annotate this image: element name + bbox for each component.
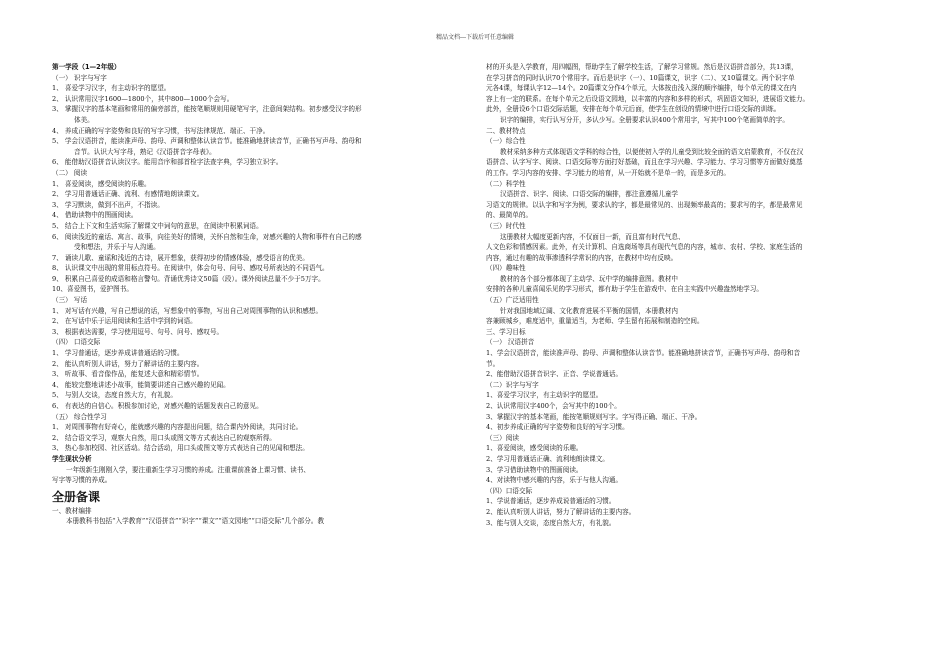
text-line: 3、学习借助读物中的图画阅读。 (486, 465, 583, 474)
text-line: 3、 掌握汉字的基本笔画和常用的偏旁部首，能按笔顺规则用硬笔写字，注意间架结构。初步感受汉字的形 (52, 105, 362, 114)
text-line: 2、能认真听别人讲话，努力了解讲话的主要内容。 (486, 507, 636, 516)
text-line: 2、 认识常用汉字1600—1800个，其中800—1000个会写。 (52, 94, 234, 103)
text-line: 安排的各种儿童喜闻乐见的学习形式，都有助于学生在游戏中、在自主实践中兴趣盎然地学习。 (486, 285, 763, 294)
text-line: 4、 养成正确的写字姿势和良好的写字习惯，书写法律规范、端正、干净。 (52, 126, 270, 135)
text-line: 这册教材大幅度更新内容，不仅面目一新，而且富有时代气息、 (500, 232, 685, 241)
text-line: 10、喜爱图书，爱护图书。 (52, 285, 133, 294)
left-column (52, 62, 464, 527)
text-line: 材的开头是入学教育，用四幅图，帮助学生了解学校生活，了解学习常规。然后是汉语拼音部分，共13课， (486, 63, 798, 71)
text-line: 3、 根据表达需要，学习使用逗号、句号、问号、感叹号。 (52, 327, 224, 336)
text-line: 5、 与别人交谈，态度自然大方，有礼貌。 (52, 391, 177, 400)
text-line: 5、 学会汉语拼音，能读准声母、韵母、声调和整体认读音节。能准确地拼读音节，正确书写声母、韵母和 (52, 137, 362, 146)
text-line: 2、 在写话中乐于运用阅读和生活中学到的词语。 (52, 317, 197, 326)
text-line: （四）口语交际 (486, 486, 533, 495)
text-line: 3、掌握汉字的基本笔画，能按笔顺规则写字。字写得正确、端正、干净。 (486, 412, 702, 421)
text-line: 1、喜爱学习汉字，有主动识字的愿望。 (486, 391, 603, 400)
text-line: （三）阅读 (486, 433, 519, 442)
text-line: 9、 积累自己喜爱的成语和格言警句。背诵优秀诗文50篇（段）。课外阅读总量不少于5万字。 (52, 274, 325, 283)
text-line: 2、 学习用普通话正确、流利、有感情地朗读课文。 (52, 190, 204, 199)
text-line: 6、 阅读浅近的童话、寓言、故事，向往美好的情境，关怀自然和生命，对感兴趣的人物和事件有自己的感 (52, 232, 362, 241)
text-line: 教材的各个部分都体现了主动学、玩中学的编排意图。教材中 (500, 274, 679, 283)
text-line: 元各4课，每课认字12—14个。20篇课文分作4个单元，大体按由浅入深的顺序编排，每个单元的课文在内 (486, 84, 797, 93)
text-line: 三、学习目标 (486, 327, 526, 336)
text-line: 本册教科书包括“入学教育”“汉语拼音”“识字”“课文”“语文园地”“口语交际”几个部分。教 (66, 517, 325, 526)
text-line: 容上有一定的联系。在每个单元之后设语文园地，以丰富的内容和多样的形式，巩固语文知识，进展语文能力。 (486, 94, 810, 103)
text-line: （四）趣味性 (486, 264, 526, 273)
text-line: 1、喜爱阅读，感受阅读的乐趣。 (486, 444, 583, 453)
text-line: 3、 热心参加校园、社区活动。结合活动，用口头或图文等方式表达自己的见闻和想法。 (52, 444, 309, 453)
text-line: 6、 能借助汉语拼音认读汉字。能用音序和部首检字法查字典，学习独立识字。 (52, 158, 283, 167)
text-line: 4、 能较完整地讲述小故事，能简要讲述自己感兴趣的见闻。 (52, 380, 230, 389)
text-line: 8、 认识课文中出现的常用标点符号。在阅读中，体会句号、问号、感叹号所表达的不同语气。 (52, 264, 329, 273)
text-line: （五）广泛适用性 (486, 296, 539, 305)
text-line: 此外，全册设6个口语交际话题，安排在每个单元后面，使学生在创设的情境中进行口语交际的训练。 (486, 105, 781, 114)
text-line: 2、认识常用汉字400个，会写其中的100个。 (486, 402, 621, 410)
section-heading: 第一学段（1—2年级） (52, 63, 121, 71)
text-line: 一、教材编排 (52, 506, 92, 515)
text-line: 的、最简单的。 (486, 211, 533, 220)
text-line: 识字的编排，实行认写分开，多认少写。全册要求认识400个常用字，写其中100个笔画简单的字。 (500, 115, 789, 124)
text-line: 4、初步养成正确的写字姿势和良好的写字习惯。 (486, 423, 629, 432)
text-line: 习语文的规律。以认字和写字为例，要求认的字，都是最常见的、出现频率最高的；要求写的字，都是最常见 (486, 200, 803, 209)
text-line: 的工作。学习内容的安排、学习能力的培育，从一开始就不是单一的，而是多元的。 (486, 168, 730, 177)
text-line: 4、对读物中感兴趣的内容，乐于与他人沟通。 (486, 476, 623, 485)
text-line: 针对我国地域辽阔、文化教育进展不平衡的国情，本册教材内 (500, 306, 679, 315)
text-line: 3、 学习默读，做到不出声，不指读。 (52, 200, 164, 209)
text-line: 二、教材特点 (486, 126, 526, 135)
text-line: 3、 听故事、看音像作品，能复述大意和精彩情节。 (52, 370, 204, 379)
text-line: （一） 识字与写字 (52, 73, 107, 82)
text-line: 音节。认识大写字母，熟记《汉语拼音字母表》。 (74, 147, 216, 156)
text-line: 2、能借助汉语拼音识字、正音、学说普通话。 (486, 370, 623, 379)
text-line: 4、 借助读物中的图画阅读。 (52, 211, 138, 220)
text-line: 在学习拼音的同时认识70个常用字。而后是识字（一）、10篇课文，识字（二）、又10篇课文。两个识字单 (486, 73, 795, 82)
section-heading: 学生现状分析 (52, 454, 92, 463)
text-line: （四） 口语交际 (52, 338, 101, 347)
text-line: 人文色彩和情感因素。此外，有关计算机、自选商场等具有现代气息的内容，城市、农村、学校、家庭生活的 (486, 243, 803, 252)
text-line: 教材采纳多种方式体现语文学科的综合性，以便使初入学的儿童受到比较全面的语文启蒙教育，不仅在汉 (500, 147, 804, 156)
text-line: 2、学习用普通话正确、流利地朗读课文。 (486, 454, 609, 463)
text-line: （一） 汉语拼音 (486, 338, 535, 347)
right-column (486, 62, 896, 528)
text-line: 一年级新生刚刚入学，要注重新生学习习惯的养成。注重课前准备上课习惯、读书、 (66, 465, 310, 474)
page-header: 精品文档---下载后可任意编辑 (435, 34, 515, 41)
text-line: （五） 综合性学习 (52, 412, 107, 421)
text-line: 2、 结合语文学习，观察大自然，用口头或图文等方式表达自己的观察所得。 (52, 433, 276, 442)
text-line: 汉语拼音、识字、阅读、口语交际的编排，都注意遵循儿童学 (500, 190, 679, 199)
text-line: （二） 阅读 (52, 168, 88, 177)
text-line: 5、 结合上下文和生活实际了解课文中词句的意思，在阅读中积累词语。 (52, 221, 263, 230)
text-line: 语拼音、认字写字、阅读、口语交际等方面打好基础，而且在学习兴趣、学习能力、学习习惯等方面做好奠基 (486, 158, 803, 167)
text-line: 1、 喜爱阅读，感受阅读的乐趣。 (52, 179, 151, 188)
text-line: 1、学说普通话，逐步养成说普通话的习惯。 (486, 497, 616, 506)
text-line: 内容，通过有趣的故事渗透科学常识的内容，在教材中均有反映。 (486, 253, 678, 262)
text-line: （一）综合性 (486, 137, 526, 146)
text-line: 3、能与别人交谈，态度自然大方，有礼貌。 (486, 518, 616, 527)
text-line: （二）识字与写字 (486, 380, 539, 389)
text-line: 1、学会汉语拼音，能读准声母、韵母、声调和整体认读音节。能准确地拼读音节，正确书写声母、韵母和音 (486, 349, 801, 358)
text-line: 受和想法，并乐于与人沟通。 (74, 243, 160, 252)
text-line: 7、 诵读儿歌、童谣和浅近的古诗，展开想象，获得初步的情感体验，感受语言的优美。 (52, 253, 309, 262)
text-line: （二）科学性 (486, 179, 526, 188)
text-line: 写字等习惯的养成。 (52, 476, 112, 485)
section-heading: 全册备课 (52, 489, 101, 504)
text-line: 容兼顾城乡，难度适中，重量适当，为老师、学生留有拓展和制造的空间。 (486, 317, 704, 326)
text-line: 2、 能认真听别人讲话，努力了解讲话的主要内容。 (52, 359, 204, 368)
text-line: 1、 学习普通话，逐步养成讲普通话的习惯。 (52, 349, 184, 358)
text-line: 1、 对周围事物有好奇心，能就感兴趣的内容提出问题，结合课内外阅读，共同讨论。 (52, 423, 303, 432)
text-line: 体美。 (74, 115, 94, 124)
text-line: 1、 对写话有兴趣，写自己想说的话，写想象中的事物，写出自己对周围事物的认识和感想。 (52, 306, 323, 315)
text-line: （三） 写话 (52, 296, 88, 305)
text-line: 节。 (486, 359, 500, 368)
text-line: 1、 喜爱学习汉字，有主动识字的愿望。 (52, 84, 171, 93)
text-line: 6、 有表达的自信心。积极参加讨论，对感兴趣的话题发表自己的意见。 (52, 402, 263, 410)
text-line: （三）时代性 (486, 221, 526, 230)
